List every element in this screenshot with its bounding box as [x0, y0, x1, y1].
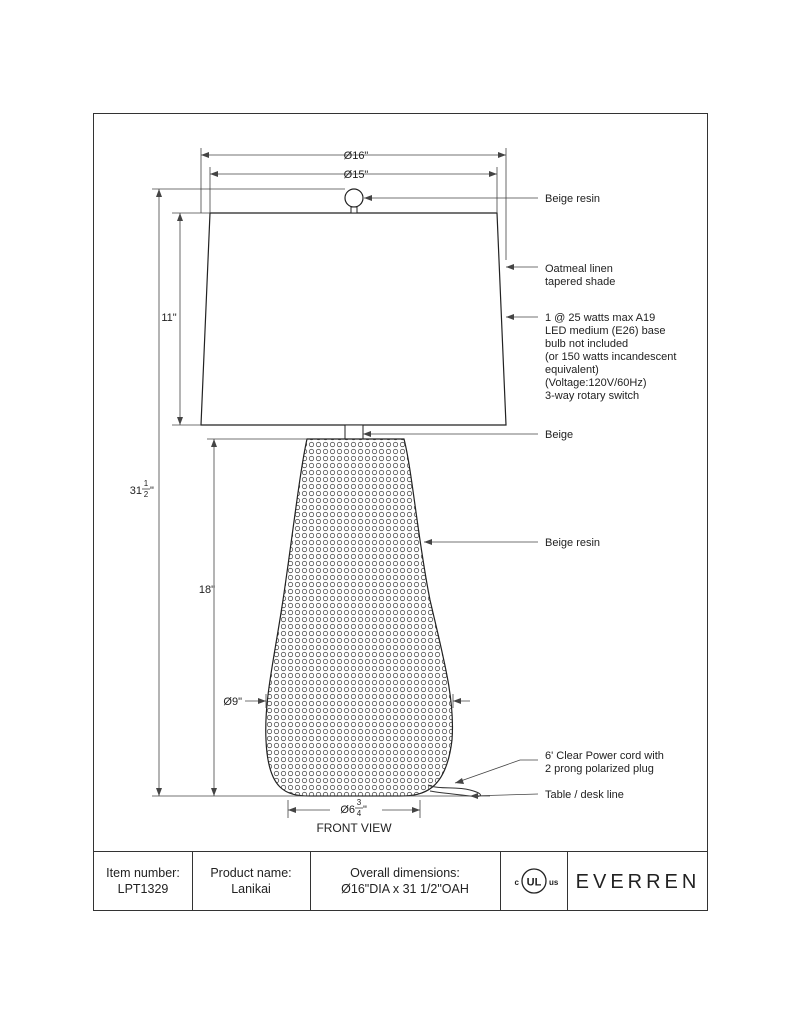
svg-text:bulb not included: bulb not included	[545, 338, 629, 350]
svg-text:2: 2	[143, 490, 149, 499]
svg-text:2 prong polarized plug: 2 prong polarized plug	[545, 763, 654, 775]
foot-dia-label	[340, 798, 367, 818]
finial-stem	[351, 207, 357, 213]
neck-callout: Beige	[545, 429, 574, 441]
item-number-value: LPT1329	[117, 882, 169, 896]
svg-text:UL: UL	[526, 876, 542, 889]
body-callout: Beige resin	[545, 537, 601, 549]
svg-text:equivalent): equivalent)	[545, 364, 599, 376]
item-number-label: Item number:	[106, 866, 180, 880]
power-cord	[428, 785, 481, 796]
table-line-callout: Table / desk line	[545, 789, 624, 801]
svg-text:1: 1	[143, 479, 149, 488]
svg-text:1 @ 25 watts max A19: 1 @ 25 watts max A19	[545, 312, 656, 324]
shade-callout	[545, 263, 615, 288]
svg-text:6' Clear Power cord with: 6' Clear Power cord with	[545, 750, 664, 762]
body-dia-label: Ø9"	[223, 696, 242, 708]
bulb-callout	[545, 312, 676, 402]
svg-text:(or 150 watts incandescent: (or 150 watts incandescent	[545, 351, 677, 363]
overall-dimensions-label: Overall dimensions:	[350, 866, 460, 880]
shade-height-label: 11"	[161, 312, 177, 324]
svg-text:Oatmeal linen: Oatmeal linen	[545, 263, 613, 275]
finial-callout: Beige resin	[545, 193, 601, 205]
lamp-neck	[345, 425, 363, 439]
overall-height-label	[130, 479, 154, 499]
view-title: FRONT VIEW	[316, 821, 392, 835]
svg-text:LED medium (E26) base: LED medium (E26) base	[545, 325, 666, 337]
brand-logo: EVERREN	[575, 871, 701, 893]
product-name-label: Product name:	[210, 866, 292, 880]
finial	[345, 189, 363, 207]
lamp-drawing	[198, 189, 506, 800]
product-name-value: Lanikai	[231, 882, 271, 896]
svg-text:3: 3	[356, 798, 362, 807]
svg-text:tapered shade: tapered shade	[545, 276, 616, 288]
svg-text:": "	[150, 485, 154, 497]
svg-text:": "	[363, 804, 367, 816]
cord-callout	[545, 750, 664, 775]
svg-text:c: c	[514, 878, 519, 887]
culus-certification-icon	[515, 869, 559, 893]
base-height-label: 18"	[198, 584, 215, 596]
svg-text:(Voltage:120V/60Hz): (Voltage:120V/60Hz)	[545, 377, 647, 389]
svg-text:31: 31	[129, 485, 142, 497]
svg-text:3-way rotary switch: 3-way rotary switch	[545, 390, 640, 402]
overall-dimensions-value: Ø16"DIA x 31 1/2"OAH	[341, 882, 469, 896]
svg-text:Ø6: Ø6	[340, 804, 355, 816]
footer-table	[94, 852, 708, 911]
shade-bottom-dia-label: Ø15"	[343, 169, 369, 181]
svg-text:4: 4	[356, 809, 362, 818]
lamp-shade	[201, 213, 506, 425]
shade-top-dia-label: Ø16"	[343, 150, 369, 162]
svg-text:us: us	[549, 878, 559, 887]
